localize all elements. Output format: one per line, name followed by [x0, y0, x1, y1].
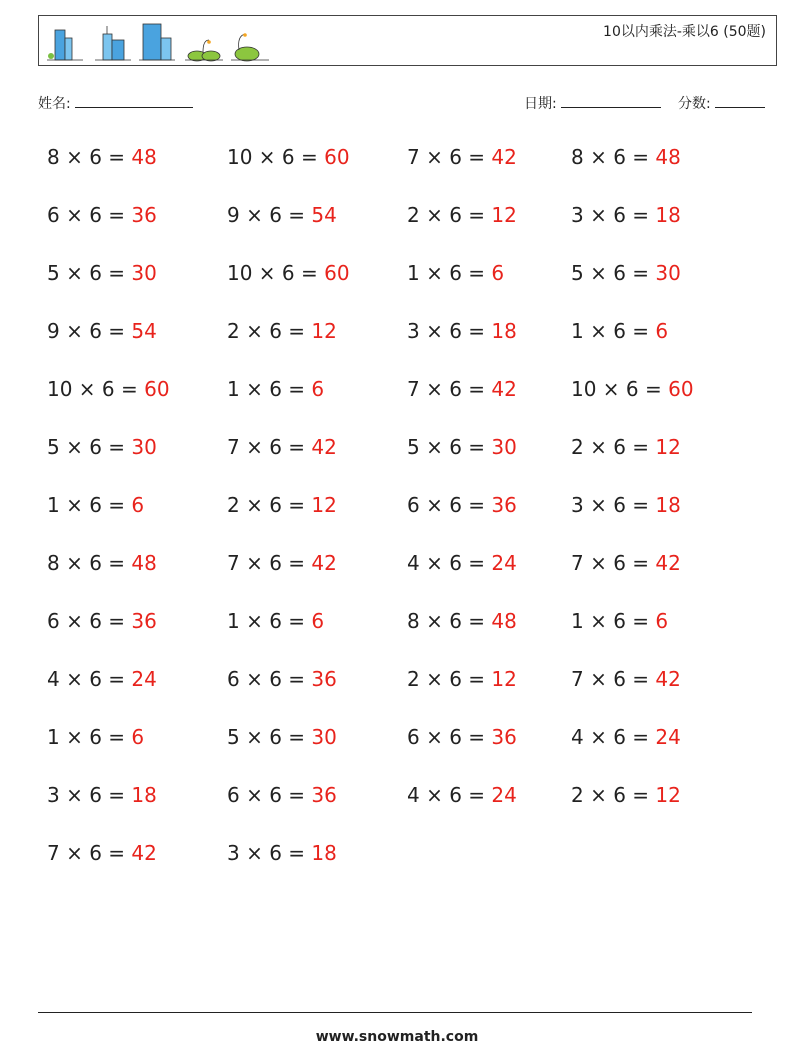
- problem-item: [47, 551, 157, 575]
- problem-question: 6 × 6 =: [227, 783, 312, 807]
- problem-question: 6 × 6 =: [407, 725, 492, 749]
- problem-answer: 54: [311, 203, 337, 227]
- problem-answer: 24: [655, 725, 681, 749]
- problem-row: [47, 377, 747, 435]
- problem-answer: 36: [311, 667, 337, 691]
- problem-item: [47, 841, 157, 865]
- problem-answer: 42: [491, 145, 517, 169]
- problem-answer: 36: [491, 725, 517, 749]
- problem-question: 8 × 6 =: [571, 145, 656, 169]
- student-info-fields: [38, 93, 770, 115]
- footer-divider: [38, 1012, 752, 1013]
- park-bushes-icon: [185, 40, 223, 61]
- problem-question: 6 × 6 =: [227, 667, 312, 691]
- problem-question: 3 × 6 =: [571, 493, 656, 517]
- problem-grid: [47, 145, 747, 899]
- problem-item: [227, 145, 350, 169]
- problem-answer: 24: [491, 551, 517, 575]
- problem-answer: 42: [655, 551, 681, 575]
- problem-question: 9 × 6 =: [227, 203, 312, 227]
- problem-question: 2 × 6 =: [227, 319, 312, 343]
- problem-answer: 42: [655, 667, 681, 691]
- problem-item: [407, 725, 517, 749]
- problem-answer: 36: [131, 609, 157, 633]
- problem-row: [47, 783, 747, 841]
- problem-answer: 48: [131, 145, 157, 169]
- problem-question: 1 × 6 =: [407, 261, 492, 285]
- problem-row: [47, 551, 747, 609]
- problem-question: 1 × 6 =: [47, 493, 132, 517]
- problem-item: [571, 783, 681, 807]
- problem-question: 2 × 6 =: [407, 667, 492, 691]
- problem-item: [407, 551, 517, 575]
- problem-question: 5 × 6 =: [407, 435, 492, 459]
- problem-question: 1 × 6 =: [227, 609, 312, 633]
- problem-question: 7 × 6 =: [571, 551, 656, 575]
- problem-answer: 12: [655, 783, 681, 807]
- problem-answer: 6: [655, 319, 669, 343]
- problem-answer: 48: [131, 551, 157, 575]
- problem-question: 8 × 6 =: [47, 145, 132, 169]
- problem-row: [47, 203, 747, 261]
- problem-question: 4 × 6 =: [407, 551, 492, 575]
- problem-question: 5 × 6 =: [227, 725, 312, 749]
- problem-question: 8 × 6 =: [407, 609, 492, 633]
- problem-question: 1 × 6 =: [47, 725, 132, 749]
- problem-item: [47, 203, 157, 227]
- problem-answer: 12: [491, 203, 517, 227]
- name-field[interactable]: [38, 93, 193, 113]
- problem-item: [571, 435, 681, 459]
- problem-answer: 42: [131, 841, 157, 865]
- worksheet-header: [38, 15, 777, 66]
- problem-item: [571, 145, 681, 169]
- problem-question: 2 × 6 =: [407, 203, 492, 227]
- problem-item: [47, 377, 170, 401]
- problem-question: 1 × 6 =: [227, 377, 312, 401]
- problem-answer: 42: [311, 551, 337, 575]
- problem-answer: 6: [131, 493, 145, 517]
- problem-row: [47, 319, 747, 377]
- problem-row: [47, 261, 747, 319]
- problem-answer: 36: [311, 783, 337, 807]
- problem-item: [227, 261, 350, 285]
- problem-item: [47, 319, 157, 343]
- problem-item: [47, 435, 157, 459]
- problem-answer: 30: [131, 435, 157, 459]
- problem-question: 9 × 6 =: [47, 319, 132, 343]
- problem-item: [227, 203, 337, 227]
- problem-answer: 36: [131, 203, 157, 227]
- problem-answer: 12: [655, 435, 681, 459]
- problem-row: [47, 493, 747, 551]
- name-label: 姓名:: [38, 96, 71, 112]
- problem-item: [47, 261, 157, 285]
- problem-item: [407, 319, 517, 343]
- problem-row: [47, 435, 747, 493]
- problem-question: 7 × 6 =: [227, 551, 312, 575]
- footer-url: www.snowmath.com: [315, 1029, 479, 1045]
- problem-answer: 60: [324, 145, 350, 169]
- problem-item: [47, 145, 157, 169]
- problem-question: 1 × 6 =: [571, 609, 656, 633]
- problem-question: 3 × 6 =: [571, 203, 656, 227]
- problem-answer: 12: [311, 319, 337, 343]
- problem-question: 2 × 6 =: [571, 435, 656, 459]
- date-field[interactable]: [524, 93, 661, 113]
- problem-item: [407, 609, 517, 633]
- problem-item: [571, 725, 681, 749]
- problem-answer: 18: [131, 783, 157, 807]
- problem-answer: 54: [131, 319, 157, 343]
- problem-row: [47, 145, 747, 203]
- score-label: 分数:: [678, 96, 711, 112]
- problem-answer: 30: [131, 261, 157, 285]
- problem-answer: 60: [668, 377, 694, 401]
- problem-question: 8 × 6 =: [47, 551, 132, 575]
- problem-item: [227, 725, 337, 749]
- problem-answer: 6: [131, 725, 145, 749]
- problem-item: [227, 493, 337, 517]
- problem-item: [47, 493, 144, 517]
- problem-question: 10 × 6 =: [227, 145, 325, 169]
- problem-question: 3 × 6 =: [407, 319, 492, 343]
- problem-item: [47, 667, 157, 691]
- problem-answer: 60: [144, 377, 170, 401]
- problem-item: [227, 435, 337, 459]
- problem-answer: 24: [131, 667, 157, 691]
- problem-item: [407, 203, 517, 227]
- problem-answer: 12: [491, 667, 517, 691]
- problem-answer: 6: [491, 261, 505, 285]
- problem-question: 10 × 6 =: [571, 377, 669, 401]
- problem-item: [571, 261, 681, 285]
- problem-item: [227, 377, 324, 401]
- date-label: 日期:: [524, 96, 557, 112]
- problem-question: 4 × 6 =: [571, 725, 656, 749]
- score-field[interactable]: [678, 93, 765, 113]
- date-blank[interactable]: [561, 93, 661, 108]
- problem-question: 4 × 6 =: [47, 667, 132, 691]
- problem-item: [407, 667, 517, 691]
- problem-item: [47, 783, 157, 807]
- problem-question: 3 × 6 =: [47, 783, 132, 807]
- problem-question: 6 × 6 =: [47, 609, 132, 633]
- problem-row: [47, 841, 747, 899]
- problem-question: 7 × 6 =: [407, 145, 492, 169]
- problem-question: 7 × 6 =: [227, 435, 312, 459]
- problem-item: [407, 145, 517, 169]
- problem-answer: 18: [655, 493, 681, 517]
- problem-answer: 30: [491, 435, 517, 459]
- problem-question: 2 × 6 =: [227, 493, 312, 517]
- problem-question: 10 × 6 =: [227, 261, 325, 285]
- problem-question: 3 × 6 =: [227, 841, 312, 865]
- problem-answer: 6: [655, 609, 669, 633]
- problem-item: [407, 377, 517, 401]
- problem-row: [47, 725, 747, 783]
- problem-answer: 30: [655, 261, 681, 285]
- city-buildings-icon: [47, 30, 83, 60]
- problem-item: [227, 667, 337, 691]
- decoration-icons: [45, 22, 275, 64]
- problem-item: [227, 551, 337, 575]
- problem-item: [571, 377, 694, 401]
- problem-question: 7 × 6 =: [407, 377, 492, 401]
- score-blank[interactable]: [715, 93, 765, 108]
- problem-item: [571, 609, 668, 633]
- problem-question: 5 × 6 =: [571, 261, 656, 285]
- apartment-building-icon: [139, 24, 175, 60]
- problem-item: [407, 261, 504, 285]
- problem-answer: 12: [311, 493, 337, 517]
- problem-row: [47, 667, 747, 725]
- problem-answer: 60: [324, 261, 350, 285]
- office-towers-icon: [95, 26, 131, 60]
- problem-question: 4 × 6 =: [407, 783, 492, 807]
- problem-item: [407, 493, 517, 517]
- problem-answer: 18: [655, 203, 681, 227]
- problem-item: [47, 725, 144, 749]
- problem-answer: 30: [311, 725, 337, 749]
- problem-item: [571, 493, 681, 517]
- problem-answer: 48: [491, 609, 517, 633]
- problem-item: [227, 783, 337, 807]
- problem-row: [47, 609, 747, 667]
- problem-answer: 42: [491, 377, 517, 401]
- problem-answer: 42: [311, 435, 337, 459]
- problem-question: 1 × 6 =: [571, 319, 656, 343]
- problem-answer: 6: [311, 609, 325, 633]
- street-lamp-tree-icon: [231, 33, 269, 61]
- problem-answer: 48: [655, 145, 681, 169]
- problem-item: [571, 667, 681, 691]
- problem-item: [227, 841, 337, 865]
- problem-question: 6 × 6 =: [47, 203, 132, 227]
- problem-answer: 24: [491, 783, 517, 807]
- problem-question: 6 × 6 =: [407, 493, 492, 517]
- problem-answer: 18: [311, 841, 337, 865]
- problem-item: [571, 551, 681, 575]
- problem-question: 7 × 6 =: [47, 841, 132, 865]
- problem-item: [407, 783, 517, 807]
- problem-answer: 36: [491, 493, 517, 517]
- problem-item: [227, 609, 324, 633]
- problem-question: 10 × 6 =: [47, 377, 145, 401]
- problem-question: 7 × 6 =: [571, 667, 656, 691]
- problem-question: 2 × 6 =: [571, 783, 656, 807]
- problem-item: [47, 609, 157, 633]
- problem-answer: 6: [311, 377, 325, 401]
- name-blank[interactable]: [75, 93, 193, 108]
- problem-answer: 18: [491, 319, 517, 343]
- problem-question: 5 × 6 =: [47, 435, 132, 459]
- problem-item: [407, 435, 517, 459]
- problem-item: [571, 203, 681, 227]
- worksheet-title: 10以内乘法-乘以6 (50题): [603, 24, 766, 40]
- problem-question: 5 × 6 =: [47, 261, 132, 285]
- problem-item: [227, 319, 337, 343]
- problem-item: [571, 319, 668, 343]
